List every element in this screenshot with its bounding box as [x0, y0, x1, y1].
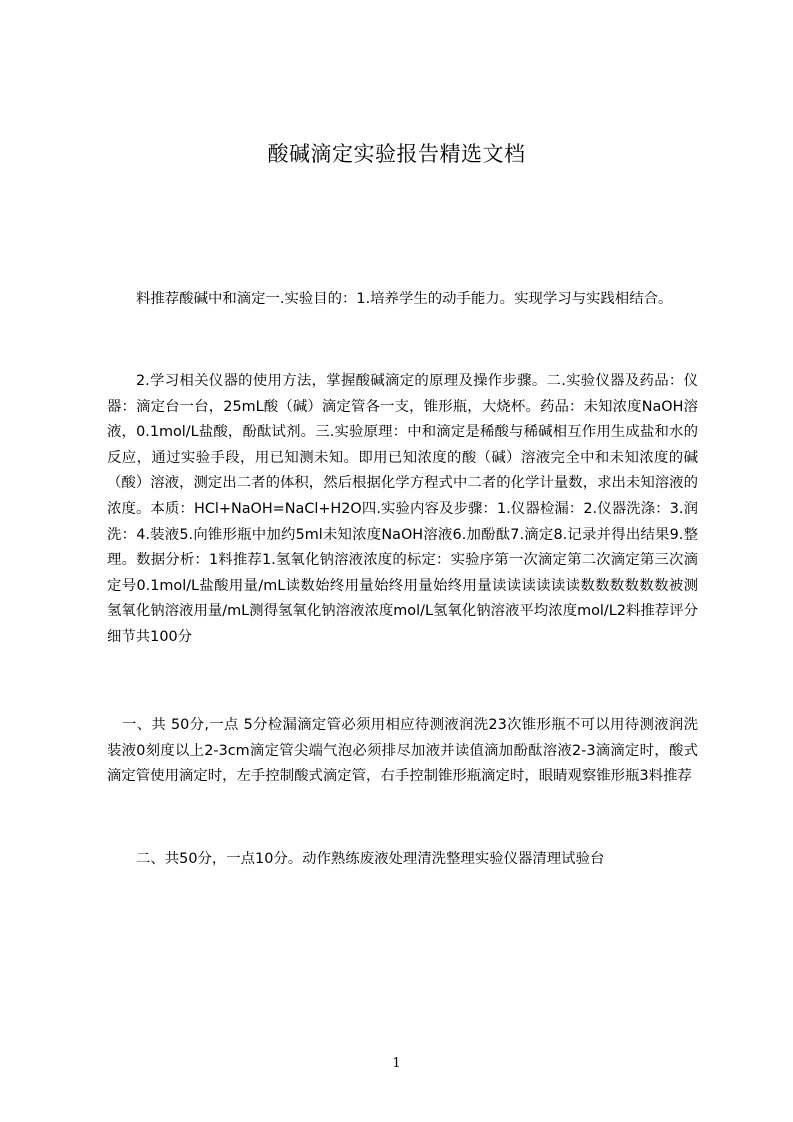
paragraph-scoring-part-one: 一、共 50分,一点 5分检漏滴定管必须用相应待测液润洗23次锥形瓶不可以用待测液润洗装液0刻度以上2-3cm滴定管尖端气泡必须排尽加液并读值滴加酚酞溶液2-3滴滴定时，酸式滴定管使用滴定时，左手控制酸式滴定管，右手控制锥形瓶滴定时，眼睛观察锥形瓶3料推荐: [107, 717, 698, 785]
paragraph-scoring-part-two: 二、共50分，一点10分。动作熟练废液处理清洗整理实验仪器清理试验台: [136, 851, 605, 867]
page-number: 1: [392, 1056, 401, 1071]
document-title: 酸碱滴定实验报告精选文档: [267, 142, 526, 166]
paragraph-procedure: 2.学习相关仪器的使用方法，掌握酸碱滴定的原理及操作步骤。二.实验仪器及药品：仪器：滴定台一台，25mL酸（碱）滴定管各一支，锥形瓶，大烧杯。药品：未知浓度NaOH溶液，0.1mol/L盐酸，酚酞试剂。三.实验原理：中和滴定是稀酸与稀碱相互作用生成盐和水的反应，通过实验手段，用已知测未知。即用已知浓度的酸（碱）溶液完全中和未知浓度的碱（酸）溶液，测定出二者的体积，然后根据化学方程式中二者的化学计量数，求出未知溶液的浓度。本质：HCl+NaOH=NaCl+H2O四.实验内容及步骤：1.仪器检漏：2.仪器洗涤：3.润洗：4.装液5.向锥形瓶中加约5ml未知浓度NaOH溶液6.加酚酞7.滴定8.记录并得出结果9.整理。数据分析：1料推荐1.氢氧化钠溶液浓度的标定：实验序第一次滴定第二次滴定第三次滴定号0.1mol/L盐酸用量/mL读数始终用量始终用量始终用量读读读读读读数数数数数数被测氢氧化钠溶液用量/mL测得氢氧化钠溶液浓度mol/L氢氧化钠溶液平均浓度mol/L2料推荐评分细节共100分: [107, 373, 698, 645]
paragraph-purpose: 料推荐酸碱中和滴定一.实验目的：1.培养学生的动手能力。实现学习与实践相结合。: [136, 291, 673, 307]
